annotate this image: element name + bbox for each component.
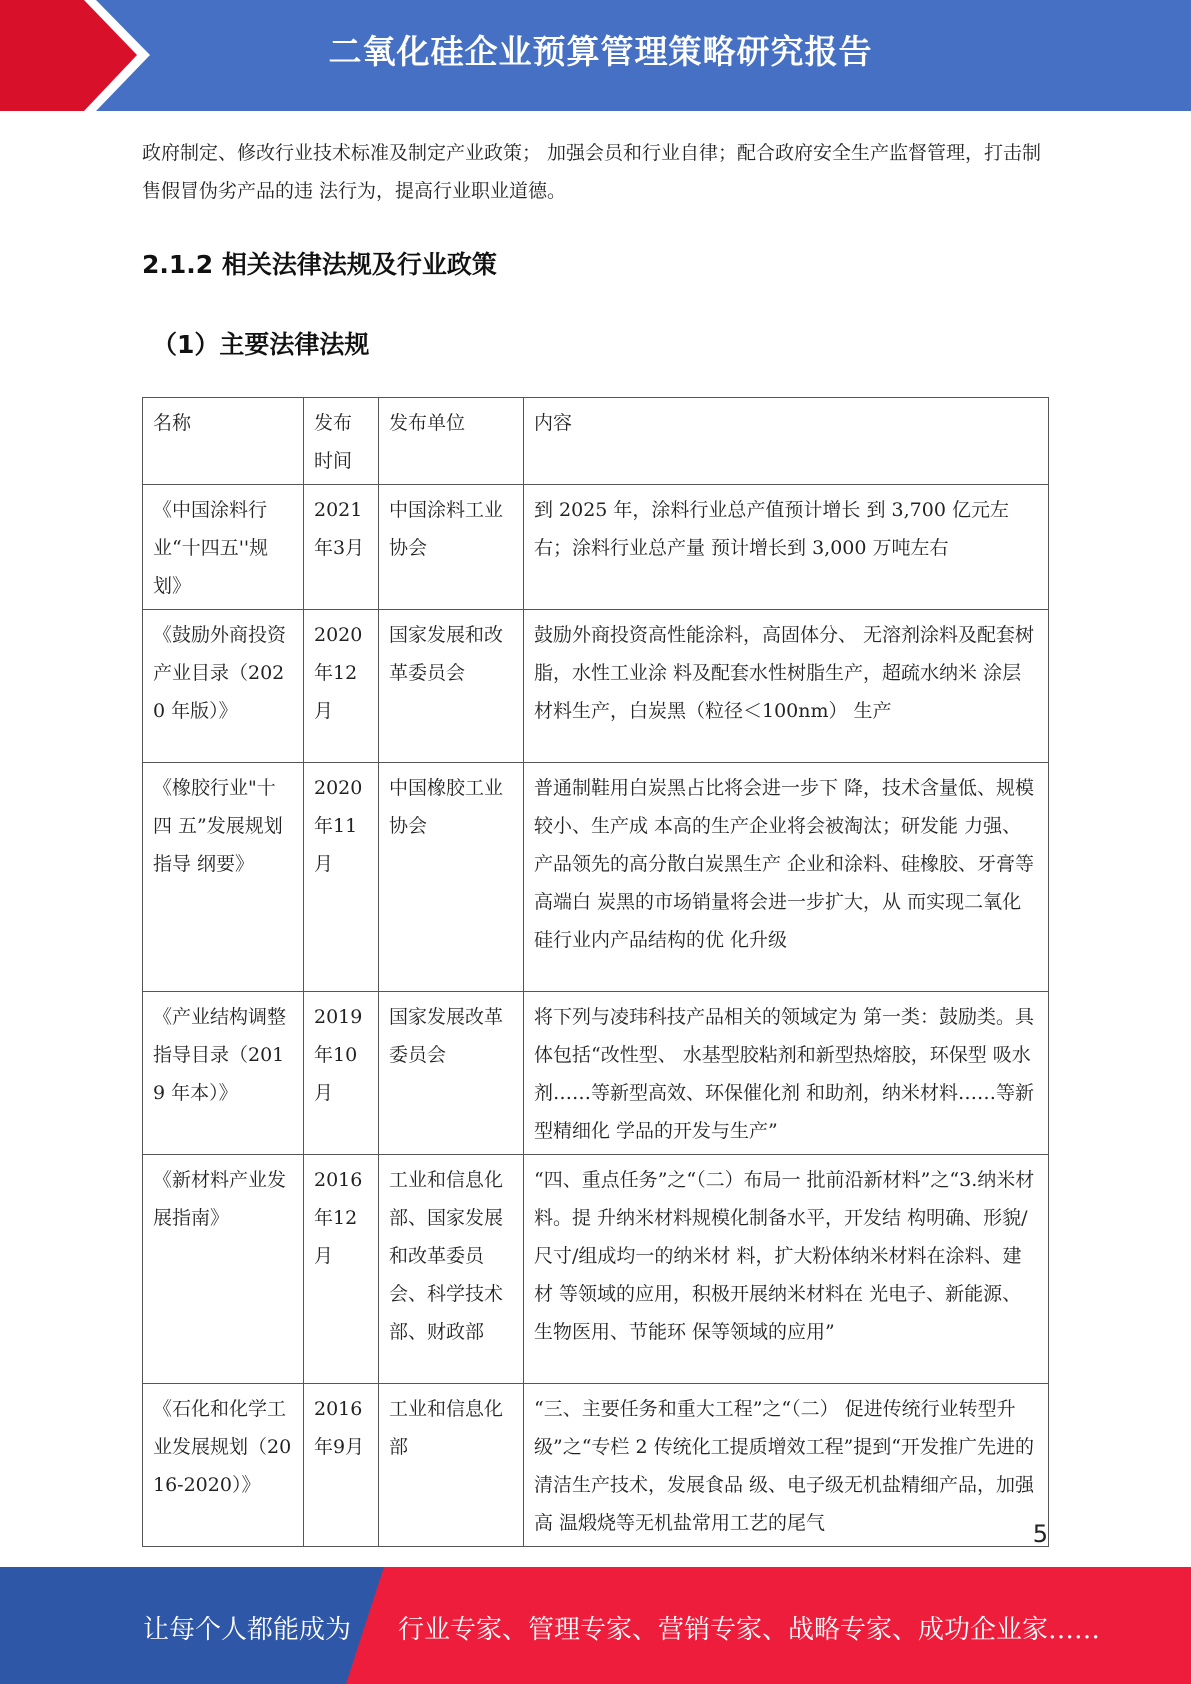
cell-name: 《石化和化学工 业发展规划（2016-2020）》 [143, 1384, 304, 1547]
cell-content: “四、重点任务”之“（二）布局一 批前沿新材料”之“3.纳米材料。提 升纳米材料规模化制备水平，开发结 构明确、形貌/尺寸/组成均一的纳米材 料，扩大粉体纳米材料在涂料、建材 等领域的应用，积极开展纳米材料在 光电子、新能源、生物医用、节能环 保等领域的应用” [524, 1155, 1049, 1384]
cell-name: 《橡胶行业"十四 五”发展规划指导 纲要》 [143, 763, 304, 992]
table-row [143, 485, 1049, 610]
table-header-row [143, 398, 1049, 485]
cell-name: 《中国涂料行业“十四五''规划》 [143, 485, 304, 610]
footer-slogan-left: 让每个人都能成为 [143, 1615, 352, 1645]
cell-date: 2020年11月 [304, 763, 379, 992]
cell-content: 将下列与凌玮科技产品相关的领域定为 第一类：鼓励类。具体包括“改性型、 水基型胶粘剂和新型热熔胶，环保型 吸水剂……等新型高效、环保催化剂 和助剂，纳米材料……等新型精细化 学品的开发与生产” [524, 992, 1049, 1155]
footer-slogan-right: 行业专家、管理专家、营销专家、战略专家、成功企业家…… [398, 1615, 1101, 1645]
table-row [143, 763, 1049, 992]
laws-table-container [142, 397, 1048, 1547]
cell-date: 2021年3月 [304, 485, 379, 610]
cell-content: 到 2025 年，涂料行业总产值预计增长 到 3,700 亿元左右；涂料行业总产量 预计增长到 3,000 万吨左右 [524, 485, 1049, 610]
cell-content: 普通制鞋用白炭黑占比将会进一步下 降，技术含量低、规模较小、生产成 本高的生产企业将会被淘汰；研发能 力强、产品领先的高分散白炭黑生产 企业和涂料、硅橡胶、牙膏等高端白 炭黑的市场销量将会进一步扩大，从 而实现二氧化硅行业内产品结构的优 化升级 [524, 763, 1049, 992]
table-row [143, 1155, 1049, 1384]
header-issuer: 发布单位 [379, 398, 524, 485]
page-number: 5 [1032, 1520, 1048, 1548]
report-title: 二氧化硅企业预算管理策略研究报告 [328, 32, 873, 71]
subsection-heading: （1）主要法律法规 [152, 330, 370, 359]
table-row [143, 992, 1049, 1155]
cell-issuer: 工业和信息化 部、国家发展 和改革委员 会、科学技术 部、财政部 [379, 1155, 524, 1384]
cell-date: 2016年9月 [304, 1384, 379, 1547]
page-footer [0, 1567, 1191, 1684]
cell-issuer: 国家发展和改 革委员会 [379, 610, 524, 763]
section-heading: 2.1.2 相关法律法规及行业政策 [142, 250, 497, 279]
table-row [143, 610, 1049, 763]
cell-content: “三、主要任务和重大工程”之“（二） 促进传统行业转型升级”之“专栏 2 传统化工提质增效工程”提到“开发推广先进的清洁生产技术，发展食品 级、电子级无机盐精细产品，加强高 温煅烧等无机盐常用工艺的尾气 [524, 1384, 1049, 1547]
laws-table [142, 397, 1049, 1547]
cell-issuer: 国家发展改革 委员会 [379, 992, 524, 1155]
cell-issuer: 中国橡胶工业 协会 [379, 763, 524, 992]
page-header [0, 0, 1191, 111]
cell-name: 《新材料产业发 展指南》 [143, 1155, 304, 1384]
cell-name: 《鼓励外商投资 产业目录（2020 年版）》 [143, 610, 304, 763]
header-name: 名称 [143, 398, 304, 485]
intro-paragraph: 政府制定、修改行业技术标准及制定产业政策； 加强会员和行业自律；配合政府安全生产监督管理，打击制售假冒伪劣产品的违 法行为，提高行业职业道德。 [142, 142, 1042, 202]
cell-date: 2020年12月 [304, 610, 379, 763]
table-row [143, 1384, 1049, 1547]
cell-name: 《产业结构调整 指导目录（2019 年本）》 [143, 992, 304, 1155]
cell-issuer: 工业和信息化 部 [379, 1384, 524, 1547]
cell-date: 2019年10月 [304, 992, 379, 1155]
header-date: 发布时间 [304, 398, 379, 485]
cell-date: 2016年12月 [304, 1155, 379, 1384]
cell-content: 鼓励外商投资高性能涂料，高固体分、 无溶剂涂料及配套树脂，水性工业涂 料及配套水性树脂生产，超疏水纳米 涂层材料生产，白炭黑（粒径＜100nm） 生产 [524, 610, 1049, 763]
header-content: 内容 [524, 398, 1049, 485]
cell-issuer: 中国涂料工业 协会 [379, 485, 524, 610]
